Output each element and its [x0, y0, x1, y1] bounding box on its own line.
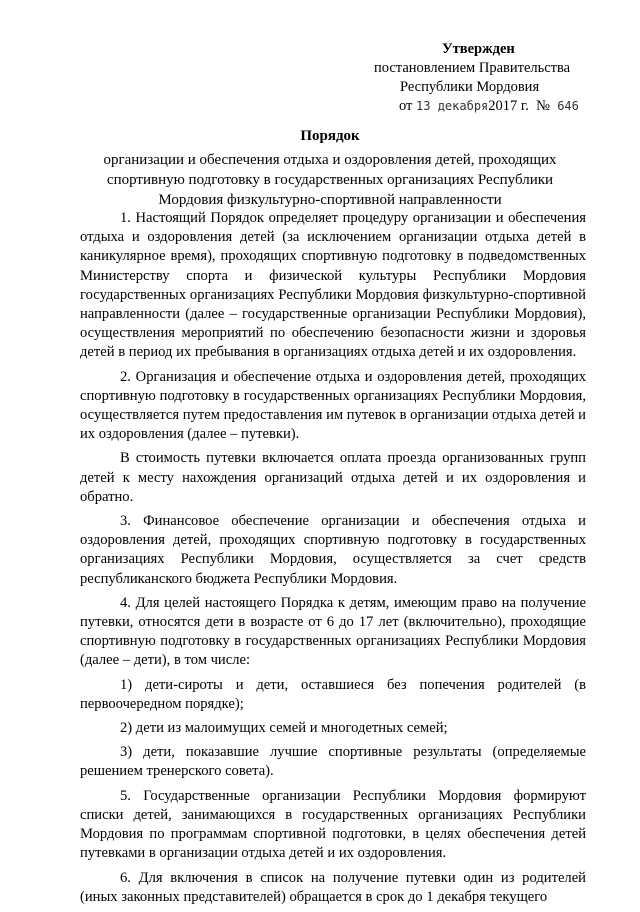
paragraph-6: 6. Для включения в список на получение путевки один из родителей (иных законных представителей) обращается в срок до 1 декабря текущего	[80, 869, 586, 905]
paragraph-5: 5. Государственные организации Республики Мордовия формируют списки детей, занимающихся в государственных организациях Республики Мордовия по программам спортивной подготовки, в целях обеспечения детей путевками в организации отдыха детей и их оздоровления.	[80, 787, 586, 862]
paragraph-4-item-3: 3) дети, показавшие лучшие спортивные результаты (определяемые решением тренерского совета).	[80, 744, 586, 780]
approval-number-handwritten: 646	[557, 99, 579, 113]
paragraph-4: 4. Для целей настоящего Порядка к детям, имеющим право на получение путевки, относятся дети в возрасте от 6 до 17 лет (включительно), проходящие спортивную подготовку в государственных организациях Республики Мордовия (далее – дети), в том числе:	[80, 594, 586, 669]
paragraph-4-item-1: 1) дети-сироты и дети, оставшиеся без попечения родителей (в первоочередном порядке);	[80, 676, 586, 712]
approval-year: 2017 г.	[488, 98, 529, 114]
document-title: Порядок	[300, 128, 360, 144]
paragraph-3: 3. Финансовое обеспечение организации и обеспечения отдыха и оздоровления детей, проходящих спортивную подготовку в государственных организациях Республики Мордовия, осуществляется за счет средств республиканского бюджета Республики Мордовия.	[80, 513, 586, 587]
approval-date-handwritten: 13 декабря	[416, 99, 489, 113]
paragraph-1: 1. Настоящий Порядок определяет процедуру организации и обеспечения отдыха и оздоровления детей (за исключением организации отдыха детей в каникулярное время), проходящих спортивную подготовку в подведомственных Министерству спорта и физической культуры Республики Мордовия государственных организациях Республики Мордовия физкультурно-спортивной направленности (далее – государственные организации Республики Мордовия), осуществления мероприятий по обеспечению безопасности жизни и здоровья детей в период их пребывания в организациях отдыха детей и их оздоровления.	[80, 210, 586, 361]
paragraph-2: 2. Организация и обеспечение отдыха и оздоровления детей, проходящих спортивную подготовку в государственных организациях Республики Мордовия, осуществляется путем предоставления им путевок в организации отдыха детей и их оздоровления (далее – путевки).	[80, 368, 586, 443]
paragraph-4-item-2: 2) дети из малоимущих семей и многодетных семей;	[120, 720, 448, 737]
approval-stamp	[366, 40, 606, 116]
document-body	[80, 209, 586, 912]
paragraph-2-cost: В стоимость путевки включается оплата проезда организованных групп детей к месту нахождения организаций отдыха детей и их оздоровления и обратно.	[80, 450, 586, 505]
approval-resolution-line: постановлением Правительства	[374, 60, 571, 76]
document-subtitle: организации и обеспечения отдыха и оздоровления детей, проходящих спортивную подготовку в государственных организациях Республики Мордовия физкультурно-спортивной направленности	[103, 152, 557, 208]
approval-date-prefix: от	[399, 98, 417, 114]
approval-number-sign: №	[528, 98, 558, 114]
document-heading	[80, 126, 580, 210]
approval-title: Утвержден	[442, 41, 515, 57]
approval-republic-line: Республики Мордовия	[400, 79, 540, 95]
approval-date-line	[366, 97, 606, 116]
